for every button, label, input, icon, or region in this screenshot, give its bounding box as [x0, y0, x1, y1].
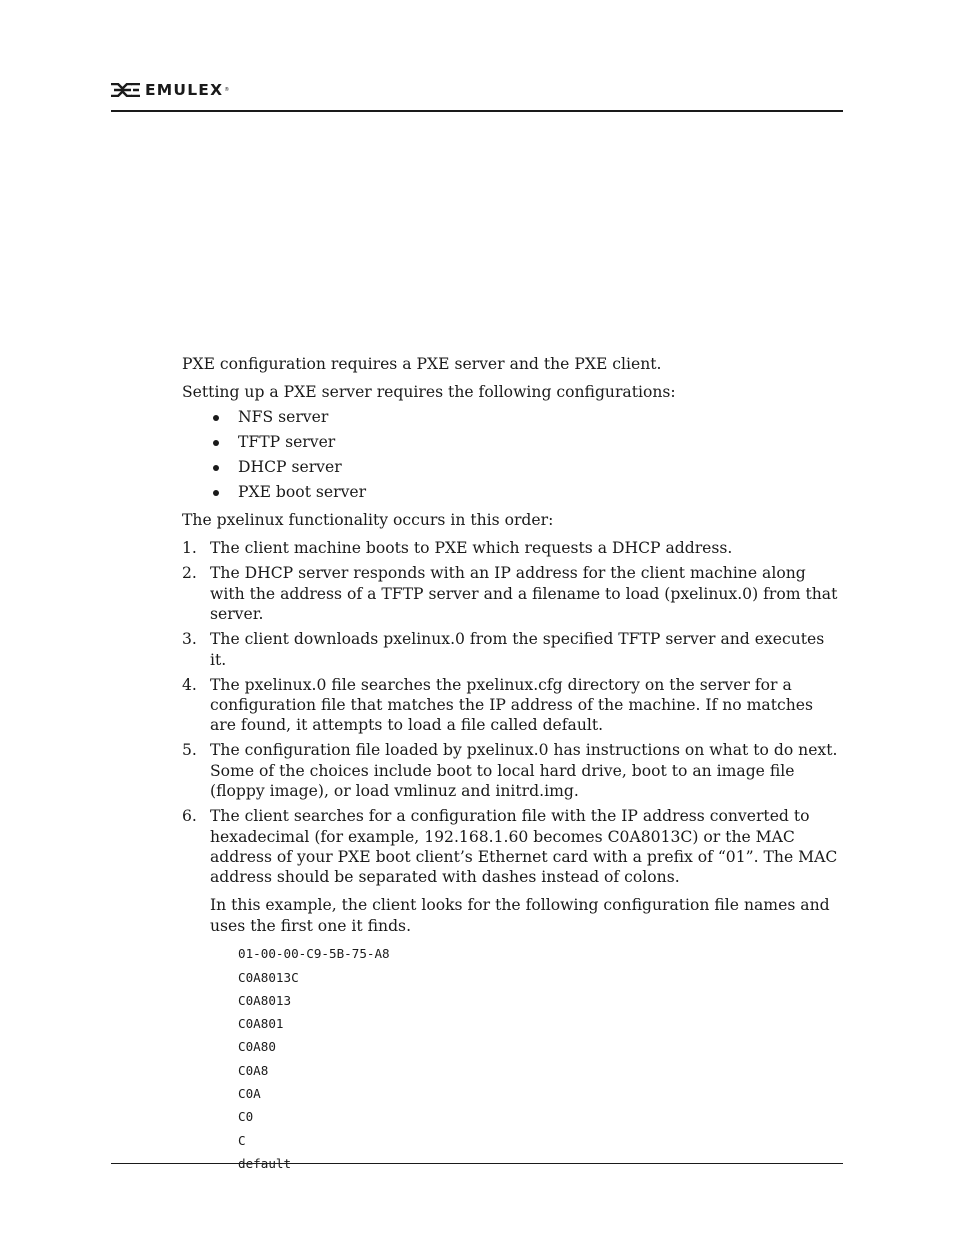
step-item: [182, 538, 842, 558]
code-line: C0A: [238, 1086, 261, 1101]
step-number: 4.: [182, 675, 197, 694]
code-line: C: [238, 1132, 246, 1148]
list-item-text: PXE boot server: [238, 483, 367, 502]
order-intro-paragraph: The pxelinux functionality occurs in this order:: [182, 511, 554, 530]
step-number: 1.: [182, 539, 197, 558]
server-config-list: [182, 407, 842, 502]
code-line: C0A8013C: [238, 969, 299, 985]
step-text: The configuration file loaded by pxelinux.0 has instructions on what to do next. Some of the choices include boot to local hard drive, boot to an image file (floppy image), or load vmlinuz and initrd.img.: [210, 741, 838, 801]
footer-divider: [111, 1163, 843, 1164]
step-text: The DHCP server responds with an IP address for the client machine along with the address of a TFTP server and a filename to load (pxelinux.0) from that server.: [210, 564, 838, 624]
intro-paragraph: PXE configuration requires a PXE server and the PXE client.: [182, 355, 662, 373]
list-item: [182, 432, 842, 452]
code-line: C0A80: [238, 1039, 276, 1055]
setup-intro-paragraph: Setting up a PXE server requires the following configurations:: [182, 383, 676, 401]
pxelinux-steps-list: [182, 538, 842, 936]
emulex-mark-icon: [111, 83, 141, 97]
bullet-icon: [213, 465, 219, 471]
step-number: 3.: [182, 630, 197, 649]
code-line: 01-00-00-C9-5B-75-A8: [238, 946, 390, 962]
step-text: The client downloads pxelinux.0 from the specified TFTP server and executes it.: [210, 630, 825, 669]
list-item-text: DHCP server: [238, 458, 342, 477]
bullet-icon: [213, 440, 219, 446]
list-item: [182, 407, 842, 427]
step-text: The client searches for a configuration file with the IP address converted to hexadecimal (for example, 192.168.1.60 becomes C0A8013C) or the MAC address of your PXE boot client’s Ethernet card with a prefix of “01”. The MAC address should be separated with dashes instead of colons.: [210, 807, 838, 887]
config-filenames-code-block: [210, 942, 842, 1175]
step-item: [182, 563, 842, 624]
document-body: [182, 354, 842, 1175]
list-item: [182, 457, 842, 477]
step-note: In this example, the client looks for the following configuration file names and uses the first one it finds.: [210, 896, 830, 935]
step-number: 6.: [182, 807, 197, 826]
emulex-logo: [111, 82, 229, 98]
page-header: [111, 78, 843, 112]
bullet-icon: [213, 490, 219, 496]
step-item: [182, 740, 842, 801]
step-number: 2.: [182, 564, 197, 583]
step-text: The pxelinux.0 file searches the pxelinux.cfg directory on the server for a configuration file that matches the IP address of the machine. If no matches are found, it attempts to load a file called default.: [210, 675, 813, 735]
list-item: [182, 482, 842, 502]
trademark-mark: ®: [224, 87, 230, 93]
step-item: [182, 629, 842, 670]
step-number: 5.: [182, 741, 197, 760]
code-line: C0A801: [238, 1016, 284, 1032]
code-line: C0: [238, 1109, 254, 1125]
list-item-text: NFS server: [238, 408, 329, 427]
code-line: C0A8: [238, 1062, 269, 1078]
step-item: [182, 675, 842, 736]
step-text: The client machine boots to PXE which requests a DHCP address.: [210, 539, 733, 558]
list-item-text: TFTP server: [238, 433, 336, 452]
step-item: [182, 806, 842, 936]
code-line: C0A8013: [238, 992, 292, 1008]
logo-wordmark: EMULEX: [145, 81, 224, 99]
bullet-icon: [213, 415, 219, 421]
code-line: default: [238, 1155, 292, 1171]
